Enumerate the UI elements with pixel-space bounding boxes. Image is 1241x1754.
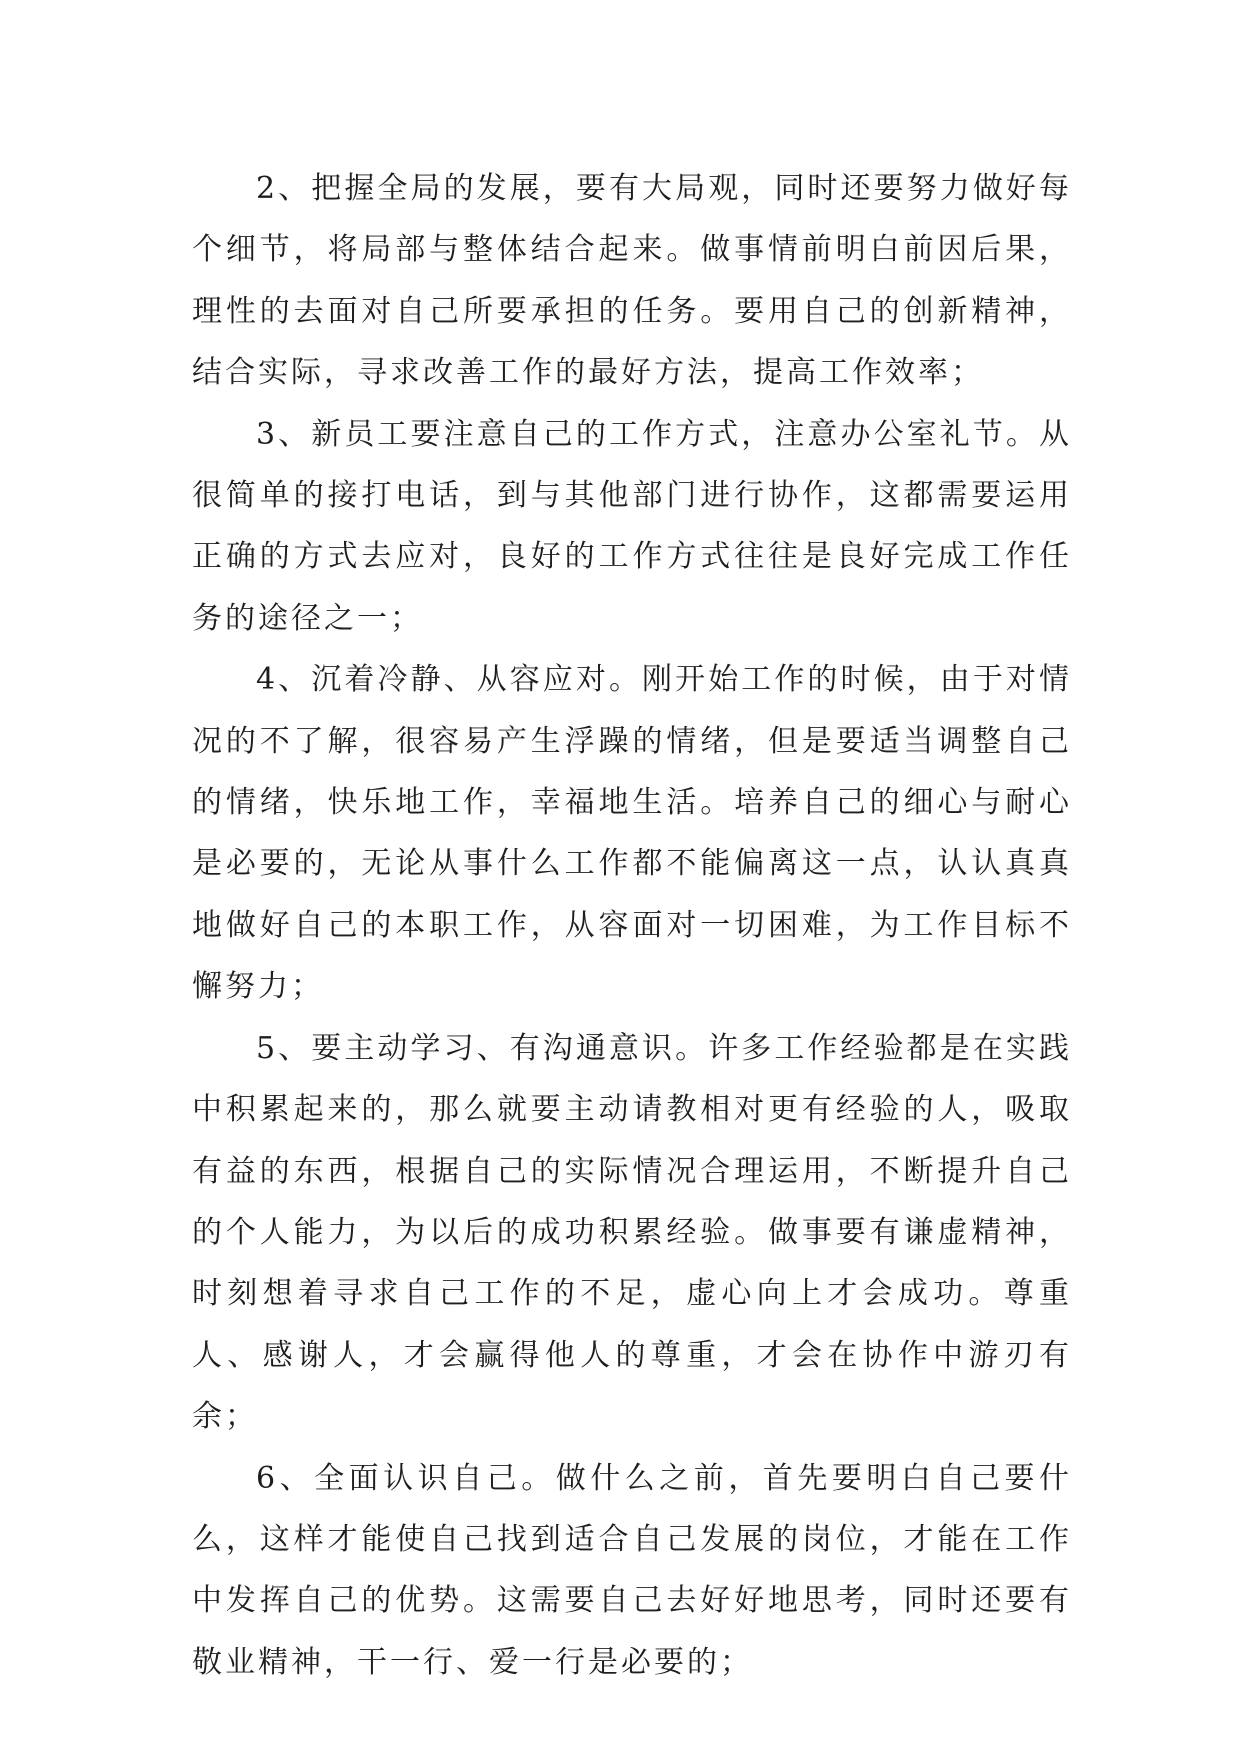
document-body bbox=[192, 158, 1072, 1693]
paragraph-item-6: 6、全面认识自己。做什么之前，首先要明白自己要什么，这样才能使自己找到适合自己发展的岗位，才能在工作中发挥自己的优势。这需要自己去好好地思考，同时还要有敬业精神，干一行、爱一行是必要的； bbox=[192, 1460, 1072, 1680]
paragraph-item-4: 4、沉着冷静、从容应对。刚开始工作的时候，由于对情况的不了解，很容易产生浮躁的情绪，但是要适当调整自己的情绪，快乐地工作，幸福地生活。培养自己的细心与耐心是必要的，无论从事什么工作都不能偏离这一点，认认真真地做好自己的本职工作，从容面对一切困难，为工作目标不懈努力； bbox=[192, 662, 1072, 1005]
paragraph-item-5: 5、要主动学习、有沟通意识。许多工作经验都是在实践中积累起来的，那么就要主动请教相对更有经验的人，吸取有益的东西，根据自己的实际情况合理运用，不断提升自己的个人能力，为以后的成功积累经验。做事要有谦虚精神，时刻想着寻求自己工作的不足，虚心向上才会成功。尊重人、感谢人，才会赢得他人的尊重，才会在协作中游刃有余； bbox=[192, 1030, 1072, 1435]
paragraph-item-3: 3、新员工要注意自己的工作方式，注意办公室礼节。从很简单的接打电话，到与其他部门进行协作，这都需要运用正确的方式去应对，良好的工作方式往往是良好完成工作任务的途径之一； bbox=[192, 416, 1072, 636]
paragraph-item-2: 2、把握全局的发展，要有大局观，同时还要努力做好每个细节，将局部与整体结合起来。做事情前明白前因后果，理性的去面对自己所要承担的任务。要用自己的创新精神，结合实际，寻求改善工作的最好方法，提高工作效率； bbox=[192, 171, 1072, 391]
